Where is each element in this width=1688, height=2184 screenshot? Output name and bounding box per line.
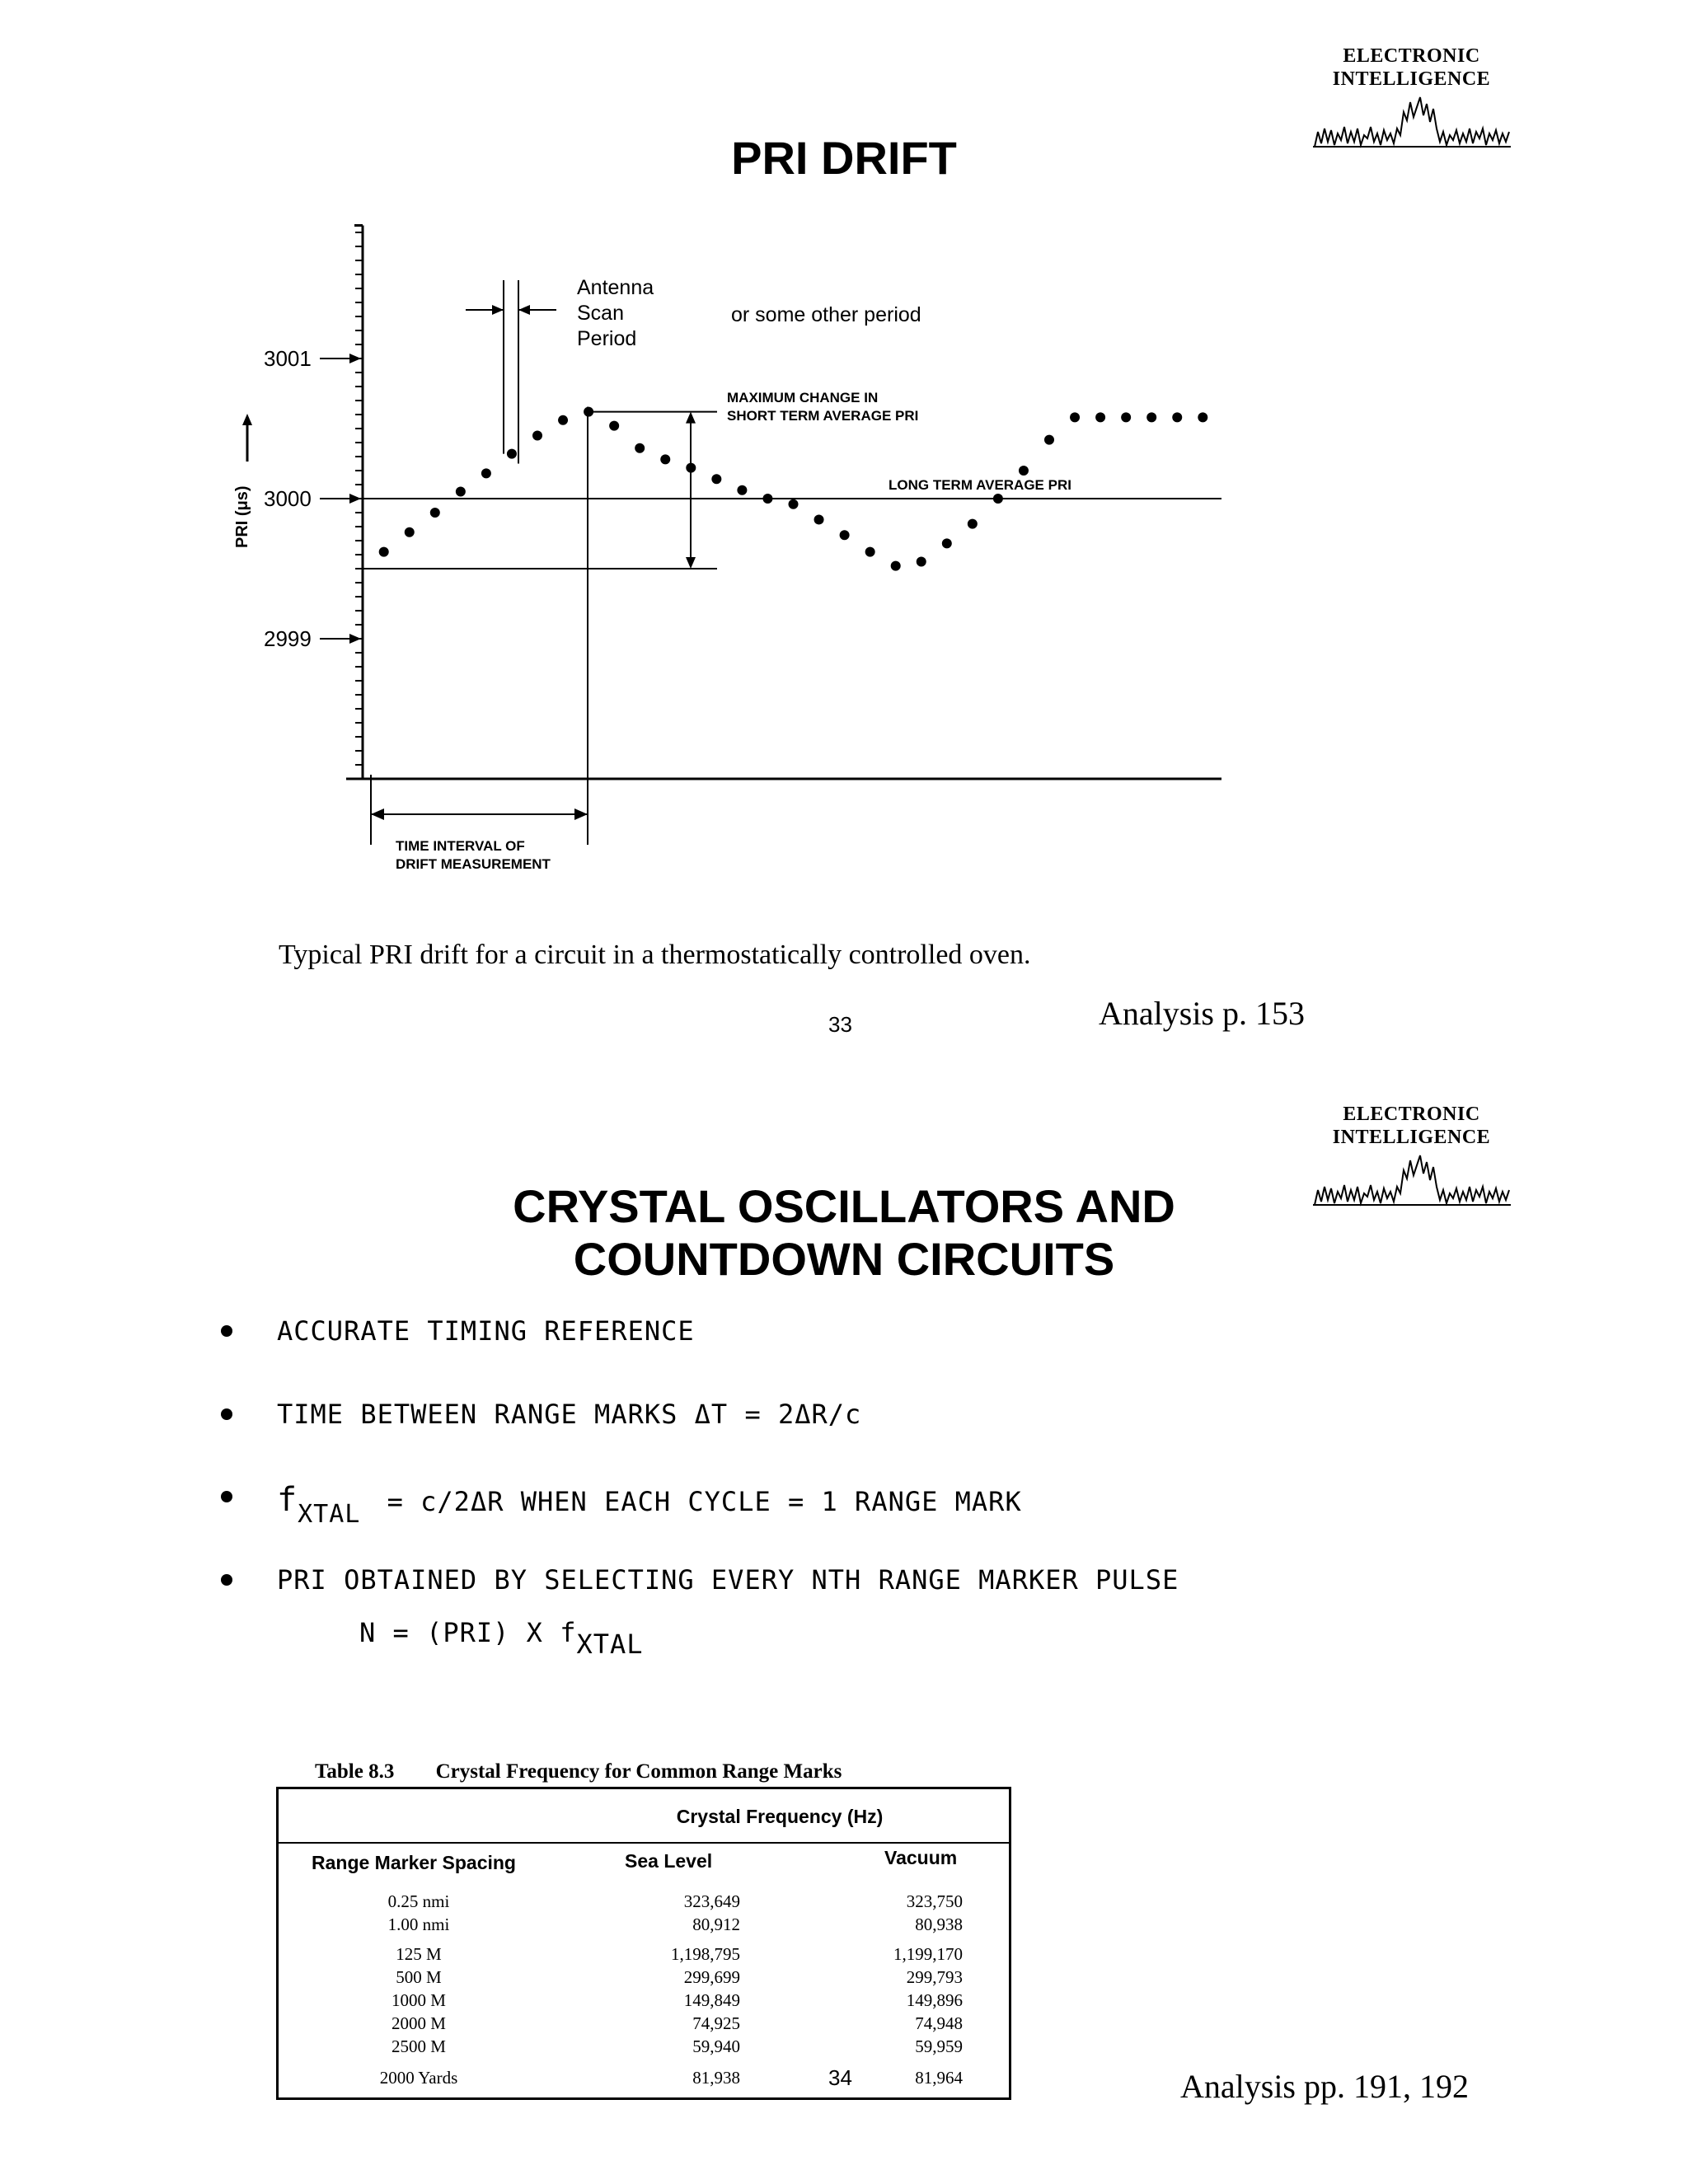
slide33-title: PRI DRIFT xyxy=(731,132,957,184)
bullet-3 xyxy=(277,1481,1022,1529)
table-number: Table 8.3 xyxy=(315,1760,395,1783)
logo-line2: INTELLIGENCE xyxy=(1332,68,1491,90)
cell-spacing: 2000 M xyxy=(392,2013,446,2033)
annotations xyxy=(371,276,1071,872)
cell-spacing: 2000 Yards xyxy=(379,2068,458,2088)
bullet-2-text: TIME BETWEEN RANGE MARKS ΔT = 2ΔR/c xyxy=(277,1399,862,1430)
data-point xyxy=(814,515,824,525)
bullet-4-text: PRI OBTAINED BY SELECTING EVERY NTH RANGE MARKER PULSE xyxy=(277,1564,1179,1596)
data-point xyxy=(430,508,440,518)
col-vacuum: Vacuum xyxy=(884,1847,958,1868)
bullet-2 xyxy=(277,1399,861,1430)
cell-sea-level: 80,912 xyxy=(692,1915,740,1934)
cell-vacuum: 149,896 xyxy=(906,1990,963,2010)
max-change-arrowhead-bottom xyxy=(686,557,696,569)
data-point xyxy=(379,547,389,557)
data-point xyxy=(993,494,1003,504)
max-change-arrowhead-top xyxy=(686,412,696,424)
cell-vacuum: 323,750 xyxy=(906,1891,963,1911)
n-formula xyxy=(359,1617,644,1660)
data-point xyxy=(1146,412,1156,422)
long-term-average-label: LONG TERM AVERAGE PRI xyxy=(889,477,1071,493)
interval-arrowhead-right xyxy=(574,808,588,820)
data-point xyxy=(532,431,542,441)
cell-vacuum: 74,948 xyxy=(915,2013,963,2033)
antenna-arrowhead-right xyxy=(518,305,530,315)
bullet-dot xyxy=(221,1491,232,1502)
other-period-label: or some other period xyxy=(731,303,921,326)
max-change-label: SHORT TERM AVERAGE PRI xyxy=(727,408,919,424)
bullet-3-text: = c/2ΔR WHEN EACH CYCLE = 1 RANGE MARK xyxy=(387,1486,1022,1517)
cell-sea-level: 149,849 xyxy=(683,1990,740,2010)
y-tick-label: 3000 xyxy=(264,486,312,511)
interval-arrowhead-left xyxy=(371,808,384,820)
cell-spacing: 1.00 nmi xyxy=(387,1915,450,1934)
logo-line2: INTELLIGENCE xyxy=(1332,1127,1491,1148)
data-point xyxy=(635,443,645,453)
data-point xyxy=(660,454,670,464)
data-point xyxy=(1070,412,1080,422)
data-point xyxy=(507,449,517,459)
data-point xyxy=(405,527,415,537)
analysis-reference-33: Analysis p. 153 xyxy=(1099,995,1305,1032)
y-tick-arrowhead xyxy=(349,354,361,363)
data-point xyxy=(456,487,466,497)
bullet-dot xyxy=(221,1408,232,1420)
cell-sea-level: 81,938 xyxy=(692,2068,740,2088)
col-range-marker: Range Marker Spacing xyxy=(312,1852,516,1873)
data-point xyxy=(789,499,799,509)
page-number-34: 34 xyxy=(828,2065,852,2090)
data-point xyxy=(840,530,850,540)
data-point xyxy=(609,421,619,431)
data-point xyxy=(865,547,875,557)
bullet-1-text: ACCURATE TIMING REFERENCE xyxy=(277,1315,695,1347)
slide33-caption: Typical PRI drift for a circuit in a thermostatically controlled oven. xyxy=(279,940,1031,970)
y-tick-label: 2999 xyxy=(264,626,312,651)
cell-sea-level: 323,649 xyxy=(683,1891,740,1911)
interval-label: DRIFT MEASUREMENT xyxy=(396,856,551,872)
formula-text: N = (PRI) X f xyxy=(359,1617,577,1648)
slide34-title-line1: CRYSTAL OSCILLATORS AND xyxy=(513,1180,1175,1232)
fxtal-f: f xyxy=(277,1481,298,1519)
data-point xyxy=(558,415,568,425)
bullet-1 xyxy=(277,1315,695,1347)
cell-vacuum: 1,199,170 xyxy=(893,1944,963,1964)
data-point xyxy=(917,557,926,567)
cell-sea-level: 74,925 xyxy=(692,2013,740,2033)
formula-sub: XTAL xyxy=(576,1629,644,1660)
logo-line1: ELECTRONIC xyxy=(1343,45,1480,67)
y-axis-label: PRI (μs) xyxy=(233,485,251,548)
bullet-dot xyxy=(221,1574,232,1586)
y-tick-label: 3001 xyxy=(264,346,312,371)
data-point xyxy=(711,474,721,484)
antenna-label: Antenna xyxy=(577,276,654,299)
cell-vacuum: 299,793 xyxy=(906,1967,963,1987)
antenna-label: Period xyxy=(577,327,637,350)
cell-spacing: 125 M xyxy=(396,1944,442,1964)
y-tick-arrowhead xyxy=(349,634,361,644)
data-point xyxy=(891,561,901,571)
crystal-frequency-table xyxy=(276,1787,1011,2100)
cell-spacing: 1000 M xyxy=(392,1990,446,2010)
cell-spacing: 500 M xyxy=(396,1967,442,1987)
data-point xyxy=(686,463,696,473)
page-number-33: 33 xyxy=(828,1012,852,1037)
slide34-title xyxy=(0,1180,1688,1286)
cell-vacuum: 80,938 xyxy=(915,1915,963,1934)
cell-spacing: 2500 M xyxy=(392,2036,446,2056)
data-point xyxy=(1044,435,1054,445)
data-point xyxy=(1172,412,1182,422)
slide34-title-line2: COUNTDOWN CIRCUITS xyxy=(573,1233,1115,1285)
cell-sea-level: 59,940 xyxy=(692,2036,740,2056)
logo-line1: ELECTRONIC xyxy=(1343,1104,1480,1125)
data-point xyxy=(1095,412,1105,422)
antenna-arrowhead-left xyxy=(492,305,504,315)
cell-sea-level: 299,699 xyxy=(683,1967,740,1987)
analysis-reference-34: Analysis pp. 191, 192 xyxy=(1180,2068,1469,2105)
cell-spacing: 0.25 nmi xyxy=(387,1891,450,1911)
data-point xyxy=(762,494,772,504)
bullet-dot xyxy=(221,1325,232,1337)
col-sea-level: Sea Level xyxy=(625,1850,713,1872)
antenna-label: Scan xyxy=(577,302,624,325)
data-point xyxy=(1019,466,1029,476)
y-axis-arrowhead xyxy=(242,414,252,425)
data-point xyxy=(584,407,593,417)
cell-sea-level: 1,198,795 xyxy=(671,1944,740,1964)
cell-vacuum: 81,964 xyxy=(915,2068,963,2088)
data-point xyxy=(481,468,491,478)
data-point xyxy=(968,519,978,529)
y-tick-arrowhead xyxy=(349,494,361,504)
data-point xyxy=(737,485,747,495)
interval-label: TIME INTERVAL OF xyxy=(396,838,525,854)
fxtal-sub: XTAL xyxy=(298,1500,361,1529)
pri-drift-chart xyxy=(223,190,1253,898)
data-point xyxy=(1121,412,1131,422)
table-title: Crystal Frequency for Common Range Marks xyxy=(435,1760,842,1783)
header-divider xyxy=(279,1842,1009,1844)
data-point xyxy=(1198,412,1207,422)
data-point xyxy=(942,538,952,548)
cell-vacuum: 59,959 xyxy=(915,2036,963,2056)
table-caption xyxy=(315,1760,842,1783)
bullet-4 xyxy=(277,1564,1179,1596)
max-change-label: MAXIMUM CHANGE IN xyxy=(727,390,879,405)
group-header: Crystal Frequency (Hz) xyxy=(676,1806,884,1827)
